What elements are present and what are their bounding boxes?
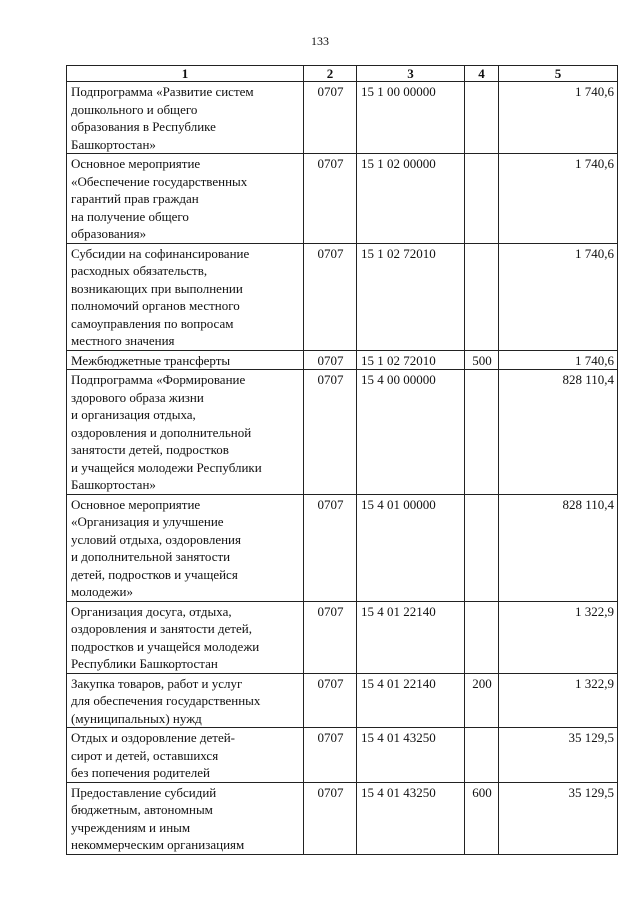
table-row bbox=[67, 82, 618, 154]
row-sum: 828 110,4 bbox=[499, 494, 618, 601]
row-target-item: 15 4 01 22140 bbox=[357, 601, 465, 673]
row-section: 0707 bbox=[304, 350, 357, 370]
row-name: Основное мероприятие «Организация и улучшение условий отдыха, оздоровления и дополнительной занятости детей, подростков и учащейся молодежи» bbox=[67, 494, 304, 601]
row-expense-type bbox=[465, 370, 499, 495]
row-name: Предоставление субсидий бюджетным, автономным учреждениям и иным некоммерческим организациям bbox=[67, 782, 304, 854]
header-col-1: 1 bbox=[67, 66, 304, 82]
row-name: Основное мероприятие «Обеспечение государственных гарантий прав граждан на получение общего образования» bbox=[67, 154, 304, 244]
row-expense-type bbox=[465, 728, 499, 783]
table-row bbox=[67, 350, 618, 370]
row-target-item: 15 4 01 43250 bbox=[357, 728, 465, 783]
row-target-item: 15 1 02 00000 bbox=[357, 154, 465, 244]
row-expense-type: 200 bbox=[465, 673, 499, 728]
row-section: 0707 bbox=[304, 601, 357, 673]
table-row bbox=[67, 494, 618, 601]
header-col-4: 4 bbox=[465, 66, 499, 82]
row-sum: 35 129,5 bbox=[499, 782, 618, 854]
table-row bbox=[67, 243, 618, 350]
row-sum: 35 129,5 bbox=[499, 728, 618, 783]
row-sum: 828 110,4 bbox=[499, 370, 618, 495]
row-sum: 1 740,6 bbox=[499, 154, 618, 244]
row-name: Отдых и оздоровление детей- сирот и детей, оставшихся без попечения родителей bbox=[67, 728, 304, 783]
table-row bbox=[67, 728, 618, 783]
row-target-item: 15 4 01 43250 bbox=[357, 782, 465, 854]
row-sum: 1 740,6 bbox=[499, 243, 618, 350]
row-name: Подпрограмма «Развитие систем дошкольного и общего образования в Республике Башкортостан» bbox=[67, 82, 304, 154]
row-name: Субсидии на софинансирование расходных обязательств, возникающих при выполнении полномочий органов местного самоуправления по вопросам местного значения bbox=[67, 243, 304, 350]
row-section: 0707 bbox=[304, 673, 357, 728]
header-col-2: 2 bbox=[304, 66, 357, 82]
row-section: 0707 bbox=[304, 370, 357, 495]
table-row bbox=[67, 673, 618, 728]
table-header-row bbox=[67, 66, 618, 82]
budget-table bbox=[66, 65, 618, 855]
table-row bbox=[67, 782, 618, 854]
table-row bbox=[67, 154, 618, 244]
row-section: 0707 bbox=[304, 82, 357, 154]
row-section: 0707 bbox=[304, 782, 357, 854]
row-target-item: 15 1 00 00000 bbox=[357, 82, 465, 154]
row-sum: 1 322,9 bbox=[499, 673, 618, 728]
page-number: 133 bbox=[311, 34, 329, 48]
row-expense-type: 600 bbox=[465, 782, 499, 854]
row-section: 0707 bbox=[304, 243, 357, 350]
row-name: Межбюджетные трансферты bbox=[67, 350, 304, 370]
row-expense-type bbox=[465, 601, 499, 673]
row-section: 0707 bbox=[304, 494, 357, 601]
row-section: 0707 bbox=[304, 154, 357, 244]
header-col-3: 3 bbox=[357, 66, 465, 82]
row-target-item: 15 1 02 72010 bbox=[357, 243, 465, 350]
row-expense-type bbox=[465, 243, 499, 350]
row-sum: 1 740,6 bbox=[499, 82, 618, 154]
row-target-item: 15 4 01 22140 bbox=[357, 673, 465, 728]
row-sum: 1 322,9 bbox=[499, 601, 618, 673]
row-expense-type: 500 bbox=[465, 350, 499, 370]
row-expense-type bbox=[465, 494, 499, 601]
row-expense-type bbox=[465, 154, 499, 244]
row-target-item: 15 1 02 72010 bbox=[357, 350, 465, 370]
row-name: Организация досуга, отдыха, оздоровления и занятости детей, подростков и учащейся молодежи Республики Башкортостан bbox=[67, 601, 304, 673]
table-row bbox=[67, 370, 618, 495]
row-target-item: 15 4 01 00000 bbox=[357, 494, 465, 601]
row-target-item: 15 4 00 00000 bbox=[357, 370, 465, 495]
table-row bbox=[67, 601, 618, 673]
header-col-5: 5 bbox=[499, 66, 618, 82]
row-expense-type bbox=[465, 82, 499, 154]
row-sum: 1 740,6 bbox=[499, 350, 618, 370]
row-name: Подпрограмма «Формирование здорового образа жизни и организация отдыха, оздоровления и дополнительной занятости детей, подростков и учащейся молодежи Республики Башкортостан» bbox=[67, 370, 304, 495]
row-name: Закупка товаров, работ и услуг для обеспечения государственных (муниципальных) нужд bbox=[67, 673, 304, 728]
row-section: 0707 bbox=[304, 728, 357, 783]
